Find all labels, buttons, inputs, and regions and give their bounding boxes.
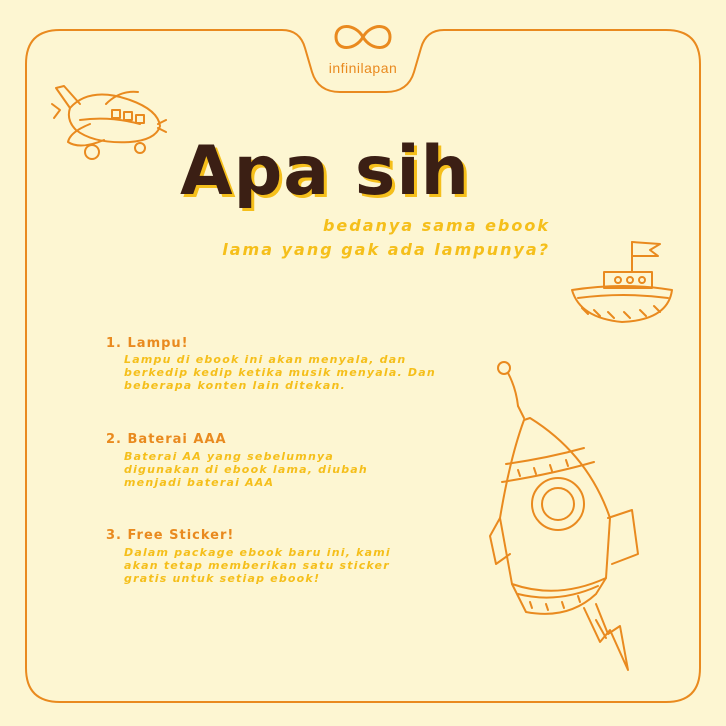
item-1-line: berkedip kedip ketika musik menyala. Dan bbox=[124, 366, 436, 379]
item-3-line: gratis untuk setiap ebook! bbox=[124, 572, 321, 585]
item-2-line: menjadi baterai AAA bbox=[124, 476, 275, 489]
item-2-title: 2. Baterai AAA bbox=[106, 432, 227, 447]
headline-subtitle-2: lama yang gak ada lampunya? bbox=[222, 240, 550, 259]
rocket-icon bbox=[488, 358, 658, 676]
item-3-line: Dalam package ebook baru ini, kami bbox=[124, 546, 391, 559]
boat-icon bbox=[568, 236, 678, 332]
item-2-line: digunakan di ebook lama, diubah bbox=[124, 463, 368, 476]
infinity-icon bbox=[330, 18, 396, 56]
airplane-icon bbox=[50, 68, 170, 164]
item-1-line: beberapa konten lain ditekan. bbox=[124, 379, 346, 392]
item-3-body bbox=[124, 546, 454, 585]
headline-subtitle-1: bedanya sama ebook bbox=[322, 216, 550, 235]
item-1-line: Lampu di ebook ini akan menyala, dan bbox=[124, 353, 407, 366]
brand-name: infinilapan bbox=[328, 60, 398, 76]
item-1-body bbox=[124, 353, 454, 392]
item-3-title: 3. Free Sticker! bbox=[106, 528, 235, 543]
item-2-body bbox=[124, 450, 454, 489]
headline-title: Apa sih bbox=[180, 132, 471, 211]
item-1-title: 1. Lampu! bbox=[106, 336, 189, 351]
item-3-line: akan tetap memberikan satu sticker bbox=[124, 559, 390, 572]
item-2-line: Baterai AA yang sebelumnya bbox=[124, 450, 334, 463]
